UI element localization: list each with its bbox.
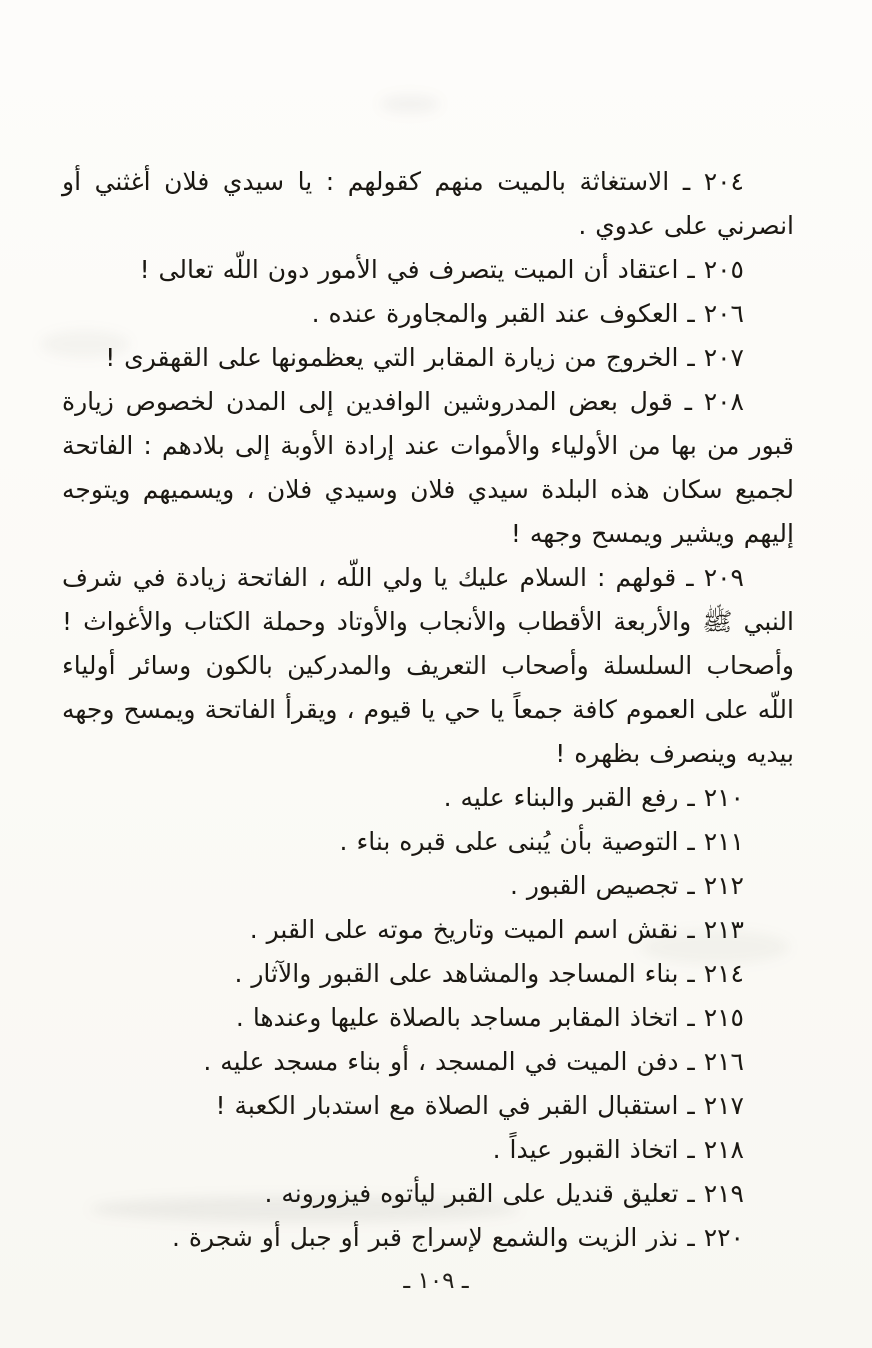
scan-smudge <box>380 95 440 113</box>
list-item: ٢١٧ ـ استقبال القبر في الصلاة مع استدبار الكعبة ! <box>215 1091 744 1120</box>
page-body-text <box>62 160 794 1260</box>
list-item: ٢٠٧ ـ الخروج من زيارة المقابر التي يعظمونها على القهقرى ! <box>105 343 744 372</box>
list-item: ٢٢٠ ـ نذر الزيت والشمع لإسراج قبر أو جبل أو شجرة . <box>171 1223 744 1252</box>
list-item: ٢٠٤ ـ الاستغاثة بالميت منهم كقولهم : يا سيدي فلان أغثني أو انصرني على عدوي . <box>62 167 794 240</box>
list-item: ٢١٩ ـ تعليق قنديل على القبر ليأتوه فيزورونه . <box>264 1179 744 1208</box>
list-item: ٢١٠ ـ رفع القبر والبناء عليه . <box>443 783 744 812</box>
list-item: ٢١٦ ـ دفن الميت في المسجد ، أو بناء مسجد عليه . <box>203 1047 744 1076</box>
list-item: ٢٠٦ ـ العكوف عند القبر والمجاورة عنده . <box>311 299 744 328</box>
page-number: ـ ١٠٩ ـ <box>403 1268 469 1294</box>
list-item: ٢١٨ ـ اتخاذ القبور عيداً . <box>492 1135 744 1164</box>
list-item: ٢١١ ـ التوصية بأن يُبنى على قبره بناء . <box>339 827 744 856</box>
list-item: ٢١٥ ـ اتخاذ المقابر مساجد بالصلاة عليها وعندها . <box>235 1003 744 1032</box>
list-item: ٢٠٩ ـ قولهم : السلام عليك يا ولي اللّه ، الفاتحة زيادة في شرف النبي ﷺ والأربعة الأقطاب والأنجاب والأوتاد وحملة الكتاب والأغواث ! وأصحاب السلسلة وأصحاب التعريف والمدركين بالكون وسائر أولياء اللّه على العموم كافة جمعاً يا حي يا قيوم ، ويقرأ الفاتحة ويمسح وجهه بيديه وينصرف بظهره ! <box>62 563 794 768</box>
list-item: ٢٠٨ ـ قول بعض المدروشين الوافدين إلى المدن لخصوص زيارة قبور من بها من الأولياء والأموات عند إرادة الأوبة إلى بلادهم : الفاتحة لجميع سكان هذه البلدة سيدي فلان وسيدي فلان ، ويسميهم ويتوجه إليهم ويشير ويمسح وجهه ! <box>62 387 794 548</box>
list-item: ٢١٤ ـ بناء المساجد والمشاهد على القبور والآثار . <box>234 959 744 988</box>
list-item: ٢١٣ ـ نقش اسم الميت وتاريخ موته على القبر . <box>249 915 744 944</box>
list-item: ٢٠٥ ـ اعتقاد أن الميت يتصرف في الأمور دون اللّه تعالى ! <box>139 255 744 284</box>
list-item: ٢١٢ ـ تجصيص القبور . <box>509 871 744 900</box>
